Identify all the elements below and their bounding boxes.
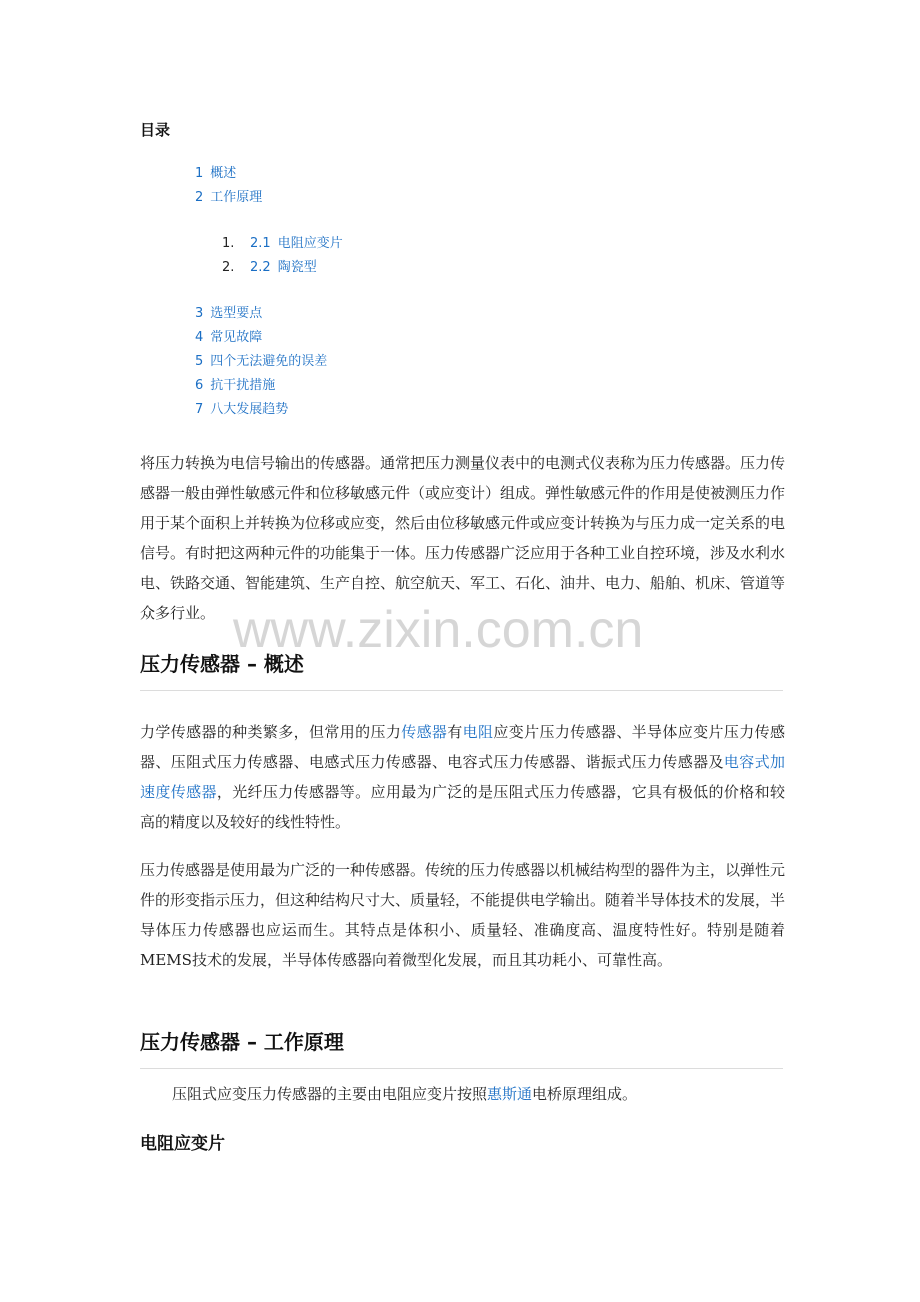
subsection-heading-strain-gauge: 电阻应变片 [140,1134,225,1154]
toc-subitem-ceramic[interactable] [222,256,343,280]
toc-item-label: 选型要点 [210,306,263,321]
toc-item-number: 4 [195,330,204,345]
intro-paragraph: 将压力转换为电信号输出的传感器。通常把压力测量仪表中的电测式仪表称为压力传感器。压力传感器一般由弹性敏感元件和位移敏感元件（或应变计）组成。弹性敏感元件的作用是使被测压力作用于某个面积上并转换为位移或应变，然后由位移敏感元件或应变计转换为与压力成一定关系的电信号。有时把这两种元件的功能集于一体。压力传感器广泛应用于各种工业自控环境，涉及水利水电、铁路交通、智能建筑、生产自控、航空航天、军工、石化、油井、电力、船舶、机床、管道等众多行业。 [140,454,786,622]
principle-paragraph [172,1079,785,1109]
toc-item-faults[interactable] [195,326,327,350]
toc-item-label: 工作原理 [210,190,263,205]
watermark: www.zixin.com.cn [233,601,644,659]
section-divider [140,690,783,691]
text-run: 电桥原理组成。 [532,1085,638,1103]
section-heading-principle: 压力传感器 – 工作原理 [140,1030,344,1054]
toc-list [195,162,262,210]
section-divider [140,1068,783,1069]
toc-title: 目录 [140,121,171,139]
link-capacitive-accelerometer[interactable]: 电容式加速度传感器 [140,753,785,801]
text-run: 应变片压力传感器、半导体应变片压力传感器、压阻式压力传感器、电感式压力传感器、电容式压力传感器、谐振式压力传感器及 [140,723,785,771]
toc-item-anti-interference[interactable] [195,374,327,398]
link-resistor[interactable]: 电阻 [462,723,494,741]
toc-subitem-number: 2.2 [250,260,271,275]
toc-subitem-ordinal: 2. [222,260,235,275]
overview-paragraph-2: 压力传感器是使用最为广泛的一种传感器。传统的压力传感器以机械结构型的器件为主，以弹性元件的形变指示压力，但这种结构尺寸大、质量轻，不能提供电学输出。随着半导体技术的发展，半导体压力传感器也应运而生。其特点是体积小、质量轻、准确度高、温度特性好。特别是随着MEMS技术的发展，半导体传感器向着微型化发展，而且其功耗小、可靠性高。 [140,861,786,969]
toc-item-errors[interactable] [195,350,327,374]
text-run: 压阻式应变压力传感器的主要由电阻应变片按照 [172,1085,488,1103]
text-run: 有 [447,723,463,741]
toc-sublist [222,232,343,280]
section-heading-overview: 压力传感器 – 概述 [140,652,304,676]
toc-item-overview[interactable] [195,162,262,186]
toc-item-selection[interactable] [195,302,327,326]
toc-item-label: 概述 [210,166,237,181]
toc-item-number: 3 [195,306,204,321]
toc-subitem-label: 陶瓷型 [277,260,317,275]
toc-subitem-strain-gauge[interactable] [222,232,343,256]
text-run: 力学传感器的种类繁多，但常用的压力 [140,723,402,741]
toc-item-number: 5 [195,354,204,369]
toc-item-label: 常见故障 [210,330,263,345]
toc-item-label: 八大发展趋势 [210,402,289,417]
toc-item-number: 6 [195,378,204,393]
text-run: ，光纤压力传感器等。应用最为广泛的是压阻式压力传感器，它具有极低的价格和较高的精度以及较好的线性特性。 [140,783,785,831]
toc-item-number: 1 [195,166,204,181]
toc-subitem-ordinal: 1. [222,236,235,251]
toc-list-continued [195,302,327,422]
toc-item-number: 7 [195,402,204,417]
toc-subitem-number: 2.1 [250,236,271,251]
toc-item-principle[interactable] [195,186,262,210]
overview-paragraph-1 [140,717,785,837]
toc-subitem-label: 电阻应变片 [277,236,343,251]
toc-item-label: 四个无法避免的误差 [210,354,328,369]
toc-item-trends[interactable] [195,398,327,422]
link-wheatstone[interactable]: 惠斯通 [487,1085,533,1103]
toc-item-label: 抗干扰措施 [210,378,276,393]
link-sensor[interactable]: 传感器 [401,723,448,741]
toc-item-number: 2 [195,190,204,205]
